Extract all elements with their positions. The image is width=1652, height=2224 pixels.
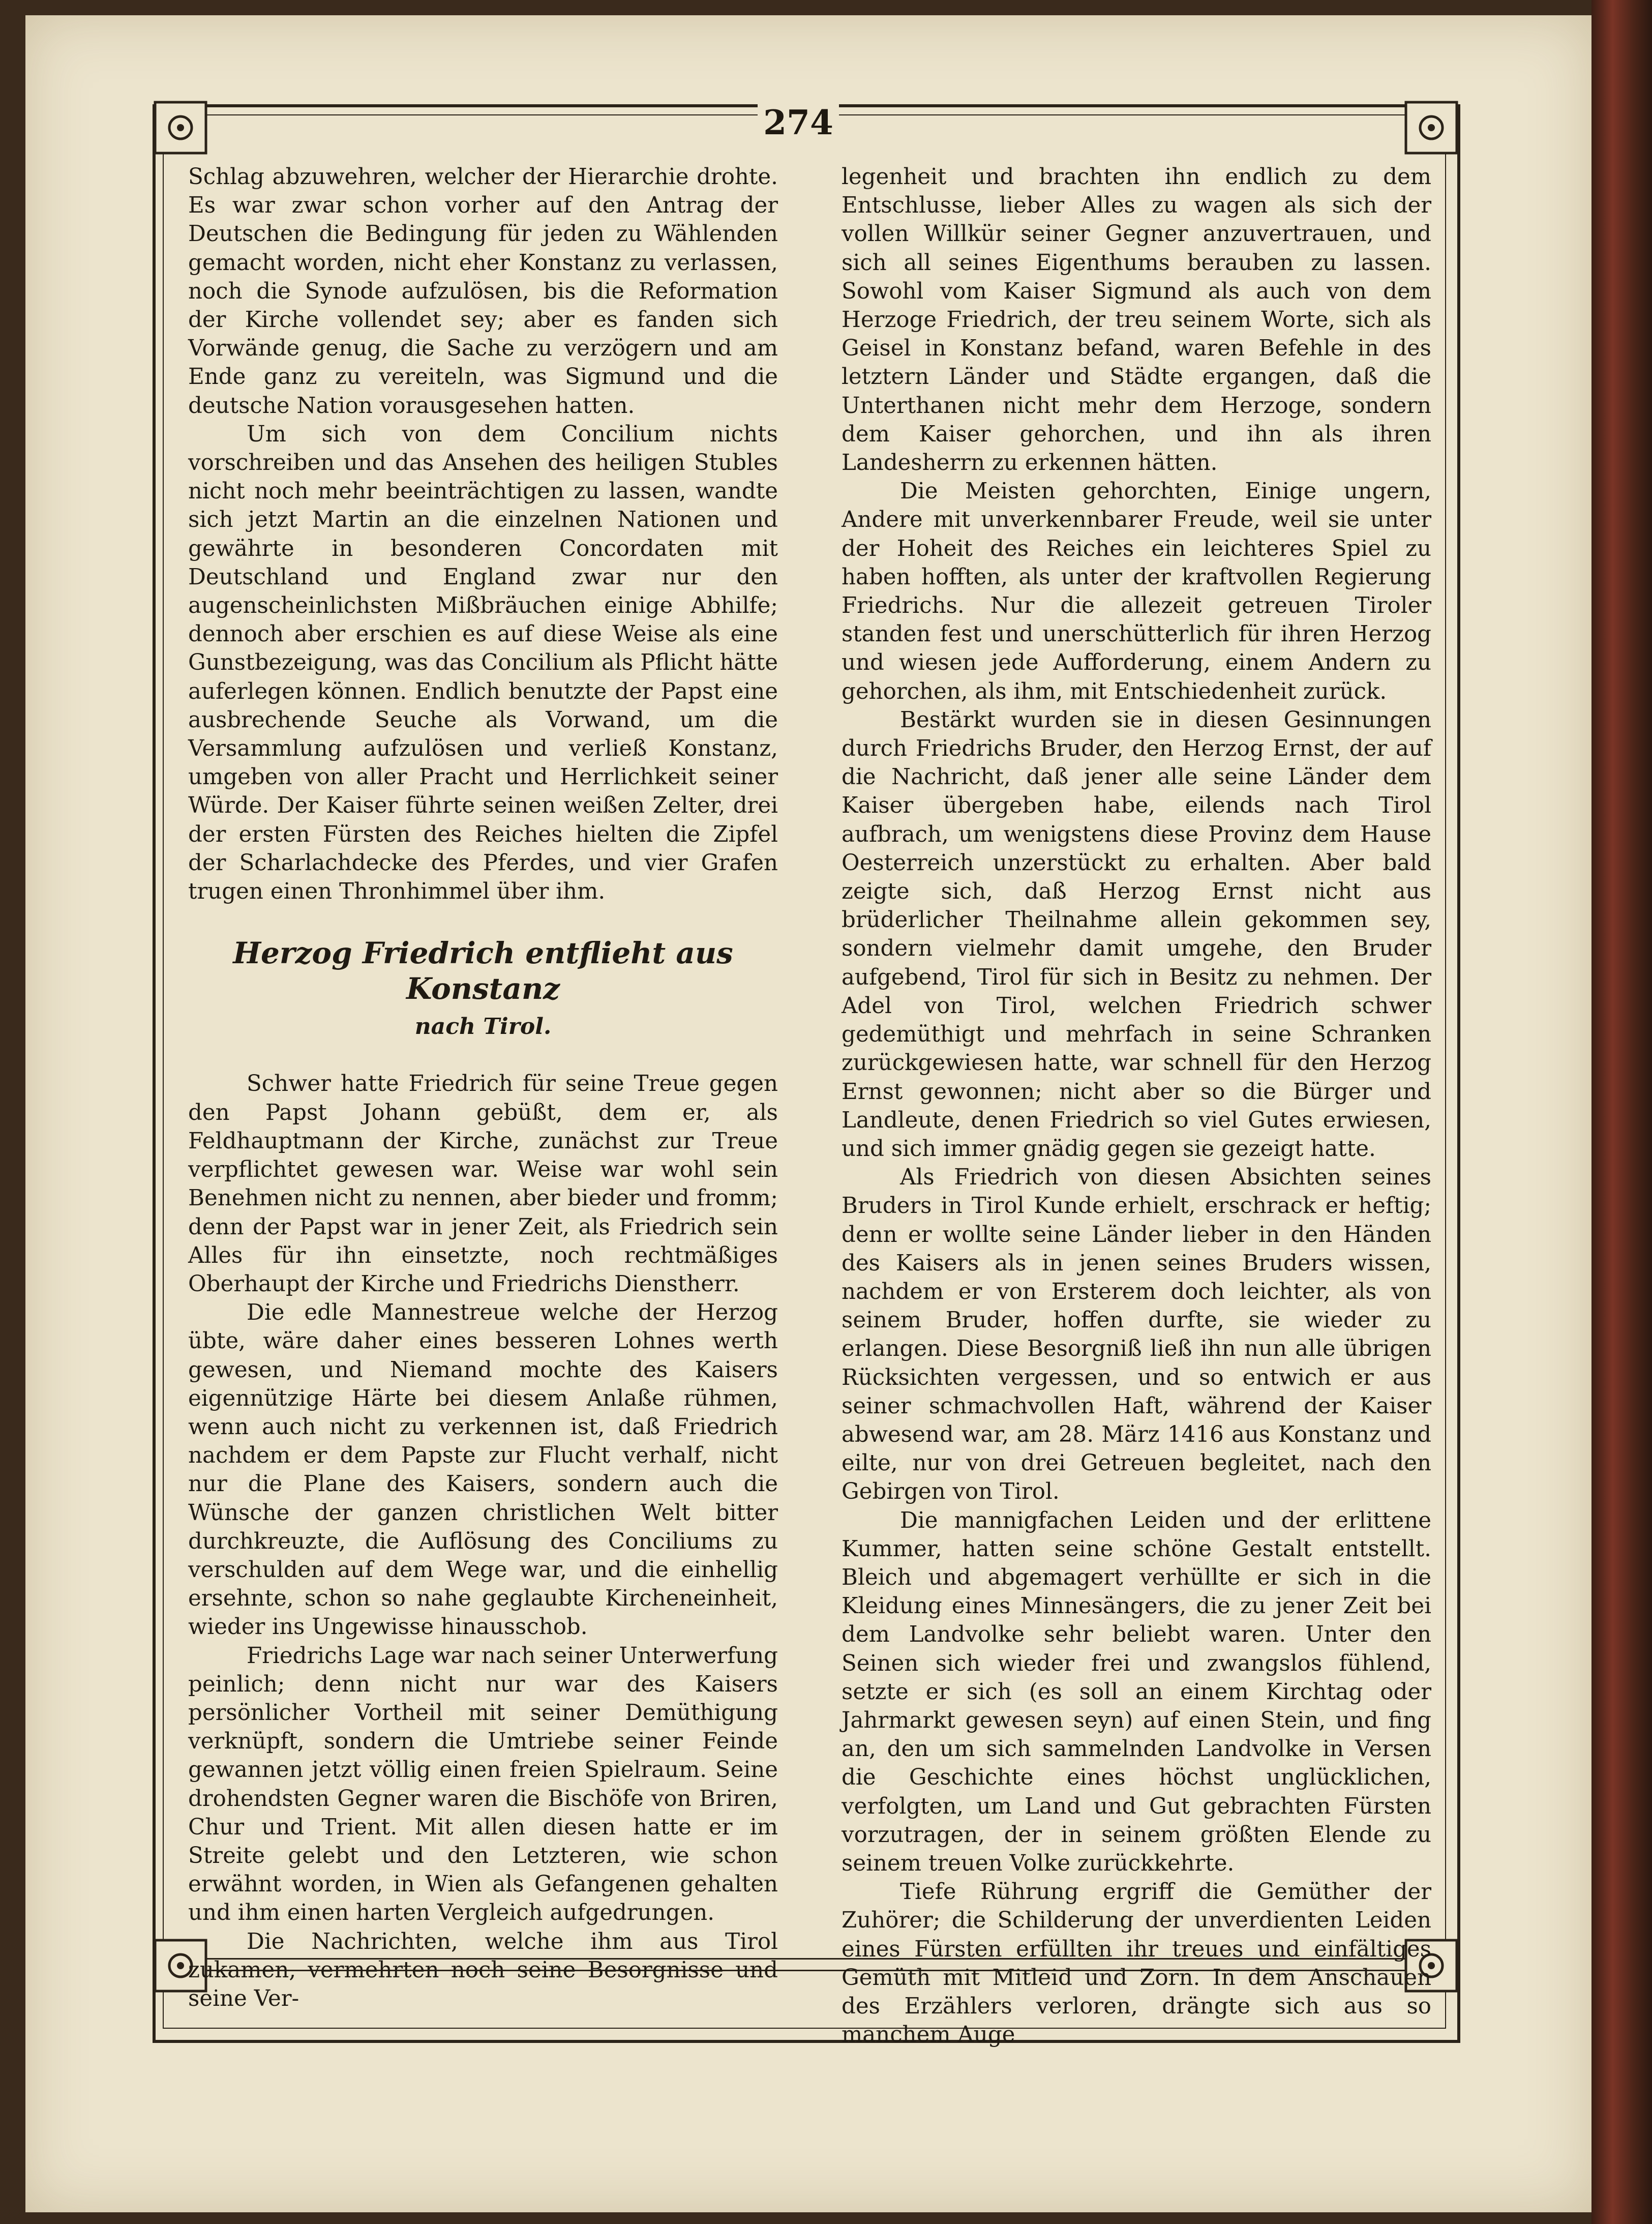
- paragraph: Bestärkt wurden sie in diesen Gesinnungen durch Friedrichs Bruder, den Herzog Ernst, der auf die Nachricht, daß jener alle seine Länder dem Kaiser übergeben habe, eilends nach Tirol aufbrach, um wenigstens diese Provinz dem Hause Oesterreich unzerstückt zu erhalten. Aber bald zeigte sich, daß Herzog Ernst nicht aus brüderlicher Theilnahme allein gekommen sey, sondern vielmehr damit umgehe, den Bruder aufgebend, Tirol für sich in Besitz zu nehmen. Der Adel von Tirol, welchen Friedrich schwer gedemüthigt und mehrfach in seine Schranken zurückgewiesen hatte, war schnell für den Herzog Ernst gewonnen; nicht aber so die Bürger und Landleute, denen Friedrich so viel Gutes erwiesen, und sich immer gnädig gegen sie gezeigt hatte.: [842, 707, 1431, 1162]
- paragraph: Die mannigfachen Leiden und der erlittene Kummer, hatten seine schöne Gestalt entstellt. Bleich und abgemagert verhüllte er sich in die Kleidung eines Minnesängers, die zu jener Zeit bei dem Landvolke sehr beliebt waren. Unter den Seinen sich wieder frei und zwangslos fühlend, setzte er sich (es soll an einem Kirchtag oder Jahrmarkt gewesen seyn) auf einen Stein, und fing an, den um sich sammelnden Landvolke in Versen die Geschichte eines höchst unglücklichen, verfolgten, um Land und Gut gebrachten Fürsten vorzutragen, der in seinem größten Elende zu seinem treuen Volke zurückkehrte.: [842, 1507, 1431, 1876]
- paragraph: legenheit und brachten ihn endlich zu dem Entschlusse, lieber Alles zu wagen als sich der vollen Willkür seiner Gegner anzuvertrauen, und sich all seines Eigenthums berauben zu lassen. Sowohl vom Kaiser Sigmund als auch von dem Herzoge Friedrich, der treu seinem Worte, sich als Geisel in Konstanz befand, waren Befehle in des letztern Länder und Städte ergangen, daß die Unterthanen nicht mehr dem Herzoge, sondern dem Kaiser gehorchen, und ihn als ihren Landesherrn zu erkennen hätten.: [842, 164, 1431, 476]
- paragraph: Als Friedrich von diesen Absichten seines Bruders in Tirol Kunde erhielt, erschrack er heftig; denn er wollte seine Länder lieber in den Händen des Kaisers als in jenen seines Bruders wissen, nachdem er von Ersterem doch leichter, als von seinem Bruder, hoffen durfte, sie wieder zu erlangen. Diese Besorgniß ließ ihn nun alle übrigen Rücksichten vergessen, und so entwich er aus seiner schmachvollen Haft, während der Kaiser abwesend war, am 28. März 1416 aus Konstanz und eilte, nur von drei Getreuen begleitet, nach den Gebirgen von Tirol.: [842, 1165, 1431, 1505]
- paragraph: Schlag abzuwehren, welcher der Hierarchie drohte. Es war zwar schon vorher auf den Antrag der Deutschen die Bedingung für jeden zu Wählenden gemacht worden, nicht eher Konstanz zu verlassen, noch die Synode aufzulösen, bis die Reformation der Kirche vollendet sey; aber es fanden sich Vorwände genug, die Sache zu verzögern und am Ende ganz zu vereiteln, was Sigmund und die deutsche Nation vorausgesehen hatten.: [188, 164, 778, 419]
- paragraph: Schwer hatte Friedrich für seine Treue gegen den Papst Johann gebüßt, dem er, als Feldhauptmann der Kirche, zunächst zur Treue verpflichtet gewesen war. Weise war wohl sein Benehmen nicht zu nennen, aber bieder und fromm; denn der Papst war in jener Zeit, als Friedrich sein Alles für ihn einsetzte, noch rechtmäßiges Oberhaupt der Kirche und Friedrichs Dienstherr.: [188, 1071, 778, 1297]
- right-column: [842, 163, 1431, 2049]
- paragraph: Die Nachrichten, welche ihm aus Tirol zukamen, vermehrten noch seine Besorgnisse und seine Ver-: [188, 1929, 778, 2011]
- corner-ornament-icon: [1403, 100, 1459, 156]
- paragraph: Die edle Mannestreue welche der Herzog übte, wäre daher eines besseren Lohnes werth gewesen, und Niemand mochte des Kaisers eigennützige Härte bei diesem Anlaße rühmen, wenn auch nicht zu verkennen ist, daß Friedrich nachdem er dem Papste zur Flucht verhalf, nicht nur die Plane des Kaisers, sondern auch die Wünsche der ganzen christlichen Welt bitter durchkreuzte, die Auflösung des Conciliums zu verschulden auf dem Wege war, und die einhellig ersehnte, schon so nahe geglaubte Kircheneinheit, wieder ins Ungewisse hinausschob.: [188, 1300, 778, 1640]
- paragraph: Tiefe Rührung ergriff die Gemüther der Zuhörer; die Schilderung der unverdienten Leiden eines Fürsten erfüllten ihr treues und einfältiges Gemüth mit Mitleid und Zorn. In dem Anschauen des Erzählers verloren, drängte sich aus so manchem Auge: [842, 1879, 1431, 2048]
- paragraph: Die Meisten gehorchten, Einige ungern, Andere mit unverkennbarer Freude, weil sie unter der Hoheit des Reiches ein leichteres Spiel zu haben hofften, als unter der kraftvollen Regierung Friedrichs. Nur die allezeit getreuen Tiroler standen fest und unerschütterlich für ihren Herzog und wiesen jede Aufforderung, einem Andern zu gehorchen, als ihm, mit Entschiedenheit zurück.: [842, 479, 1431, 704]
- left-column: [188, 163, 778, 2013]
- page-number: 274: [758, 100, 839, 145]
- book-spine: [1591, 0, 1652, 2224]
- corner-ornament-icon: [153, 100, 208, 156]
- section-subheading: nach Tirol.: [414, 1014, 552, 1040]
- section-heading: Herzog Friedrich entflieht aus Konstanz: [233, 936, 733, 1006]
- paragraph: Friedrichs Lage war nach seiner Unterwerfung peinlich; denn nicht nur war des Kaisers persönlicher Vortheil mit seiner Demüthigung verknüpft, sondern die Umtriebe seiner Feinde gewannen jetzt völlig einen freien Spielraum. Seine drohendsten Gegner waren die Bischöfe von Briren, Chur und Trient. Mit allen diesen hatte er im Streite gelebt und den Letzteren, wie schon erwähnt worden, in Wien als Gefangenen gehalten und ihm einen harten Vergleich aufgedrungen.: [188, 1643, 778, 1926]
- paragraph: Um sich von dem Concilium nichts vorschreiben und das Ansehen des heiligen Stubles nicht noch mehr beeinträchtigen zu lassen, wandte sich jetzt Martin an die einzelnen Nationen und gewährte in besonderen Concordaten mit Deutschland und England zwar nur den augenscheinlichsten Mißbräuchen einige Abhilfe; dennoch aber erschien es auf diese Weise als eine Gunstbezeigung, was das Concilium als Pflicht hätte auferlegen können. Endlich benutzte der Papst eine ausbrechende Seuche als Vorwand, um die Versammlung aufzulösen und verließ Konstanz, umgeben von aller Pracht und Herrlichkeit seiner Würde. Der Kaiser führte seinen weißen Zelter, drei der ersten Fürsten des Reiches hielten die Zipfel der Scharlachdecke des Pferdes, und vier Grafen trugen einen Thronhimmel über ihm.: [188, 421, 778, 905]
